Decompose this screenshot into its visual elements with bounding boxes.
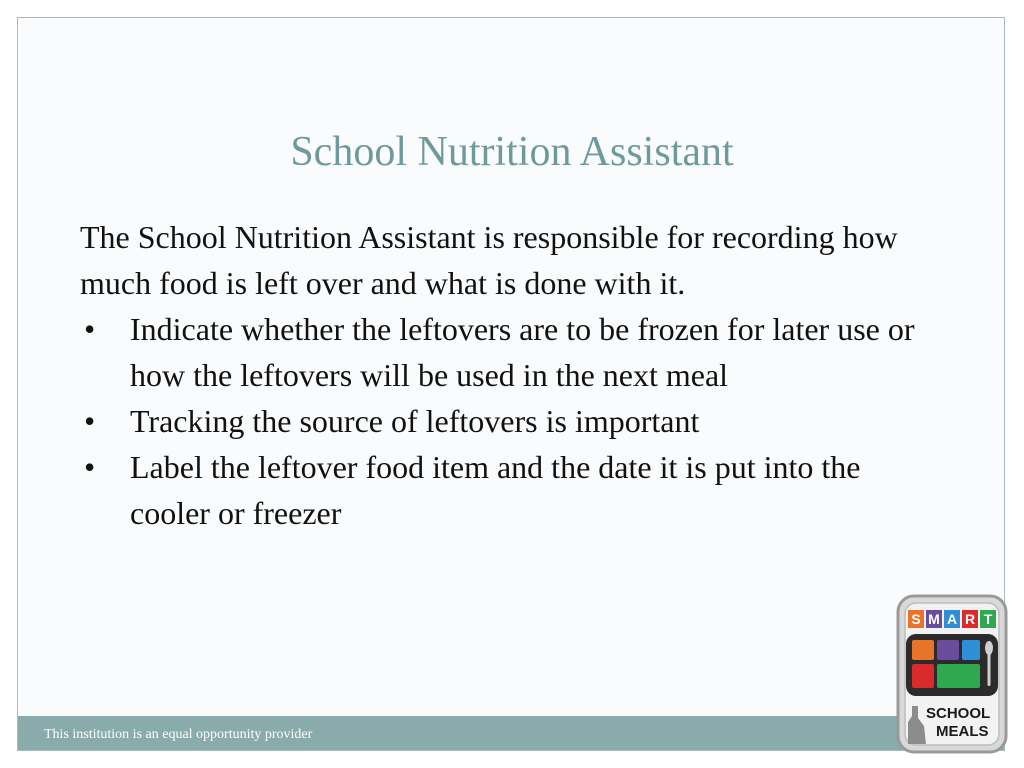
bullet-text: Indicate whether the leftovers are to be frozen for later use or how the leftovers will be used in the next meal [130, 311, 915, 393]
slide-title: School Nutrition Assistant [290, 129, 734, 175]
intro-paragraph: The School Nutrition Assistant is responsible for recording how much food is left over and what is done with it. [80, 219, 898, 301]
bullet-list [80, 306, 960, 536]
logo-meals-text: MEALS [936, 723, 989, 740]
smart-school-meals-logo [896, 594, 1008, 754]
list-item [80, 444, 920, 536]
logo-letter: T [983, 611, 993, 627]
logo-school-text: SCHOOL [926, 705, 991, 722]
slide-body [80, 214, 960, 536]
bullet-marker: • [84, 449, 96, 485]
bullet-text: Label the leftover food item and the date it is put into the cooler or freezer [130, 449, 861, 531]
logo-letter: S [911, 611, 921, 627]
logo-letter: M [928, 611, 940, 627]
bullet-marker: • [84, 403, 96, 439]
footer-text: This institution is an equal opportunity provider [44, 727, 313, 742]
list-item [80, 398, 920, 444]
bullet-text: Tracking the source of leftovers is important [130, 403, 700, 439]
list-item [80, 306, 920, 398]
logo-letter: A [946, 611, 958, 627]
bullet-marker: • [84, 311, 96, 347]
logo-letter: R [964, 611, 976, 627]
